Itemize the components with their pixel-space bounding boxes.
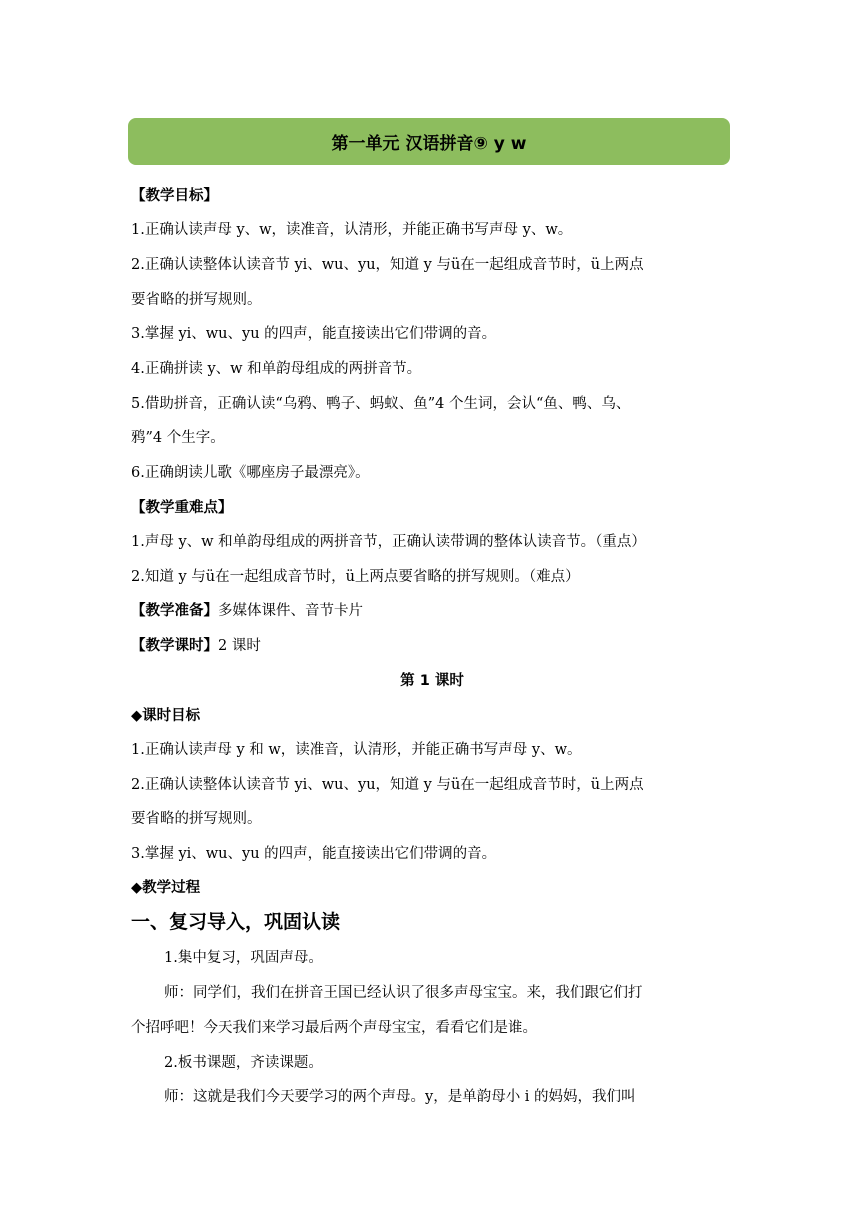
objective-item: 6.正确朗读儿歌《哪座房子最漂亮》。 [131,465,370,481]
body-paragraph: 2.板书课题，齐读课题。 [164,1055,323,1071]
preparation-label: 【教学准备】 [131,603,218,619]
body-paragraph: 1.集中复习，巩固声母。 [164,950,323,966]
hours-row [131,636,733,656]
preparation-value: 多媒体课件、音节卡片 [218,603,363,619]
objective-item: 4.正确拼读 y、w 和单韵母组成的两拼音节。 [131,361,422,377]
key-point-item: 2.知道 y 与ü在一起组成音节时，ü上两点要省略的拼写规则。（难点） [131,569,580,585]
body-paragraph: 师：这就是我们今天要学习的两个声母。y，是单韵母小 i 的妈妈，我们叫 [164,1089,636,1105]
lesson-heading: 第 1 课时 [400,673,464,689]
objective-item: 1.正确认读声母 y、w，读准音，认清形，并能正确书写声母 y、w。 [131,222,573,238]
process-heading: ◆教学过程 [131,880,201,896]
body-paragraph: 师：同学们，我们在拼音王国已经认识了很多声母宝宝。来，我们跟它们打 [164,985,643,1001]
goal-item: 要省略的拼写规则。 [131,811,262,827]
section-title: 一、复习导入，巩固认读 [131,911,341,933]
objective-item: 5.借助拼音，正确认读“乌鸦、鸭子、蚂蚁、鱼”4 个生词，会认“鱼、鸭、乌、 [131,396,631,412]
objective-item: 2.正确认读整体认读音节 yi、wu、yu，知道 y 与ü在一起组成音节时，ü上两点 [131,257,644,273]
objective-item: 鸦”4 个生字。 [131,430,225,446]
goal-item: 1.正确认读声母 y 和 w，读准音，认清形，并能正确书写声母 y、w。 [131,742,582,758]
key-points-heading: 【教学重难点】 [131,500,233,516]
goal-item: 3.掌握 yi、wu、yu 的四声，能直接读出它们带调的音。 [131,846,497,862]
key-point-item: 1.声母 y、w 和单韵母组成的两拼音节，正确认读带调的整体认读音节。（重点） [131,534,646,550]
body-paragraph: 个招呼吧！今天我们来学习最后两个声母宝宝，看看它们是谁。 [131,1020,537,1036]
objectives-heading: 【教学目标】 [131,188,218,204]
preparation-row [131,601,733,621]
page-title: 第一单元 汉语拼音⑨ y w [331,134,527,154]
objective-item: 要省略的拼写规则。 [131,292,262,308]
goal-item: 2.正确认读整体认读音节 yi、wu、yu，知道 y 与ü在一起组成音节时，ü上两点 [131,777,644,793]
title-banner [128,118,730,165]
goal-heading: ◆课时目标 [131,708,201,724]
objective-item: 3.掌握 yi、wu、yu 的四声，能直接读出它们带调的音。 [131,326,497,342]
hours-value: 2 课时 [218,638,261,654]
hours-label: 【教学课时】 [131,638,218,654]
